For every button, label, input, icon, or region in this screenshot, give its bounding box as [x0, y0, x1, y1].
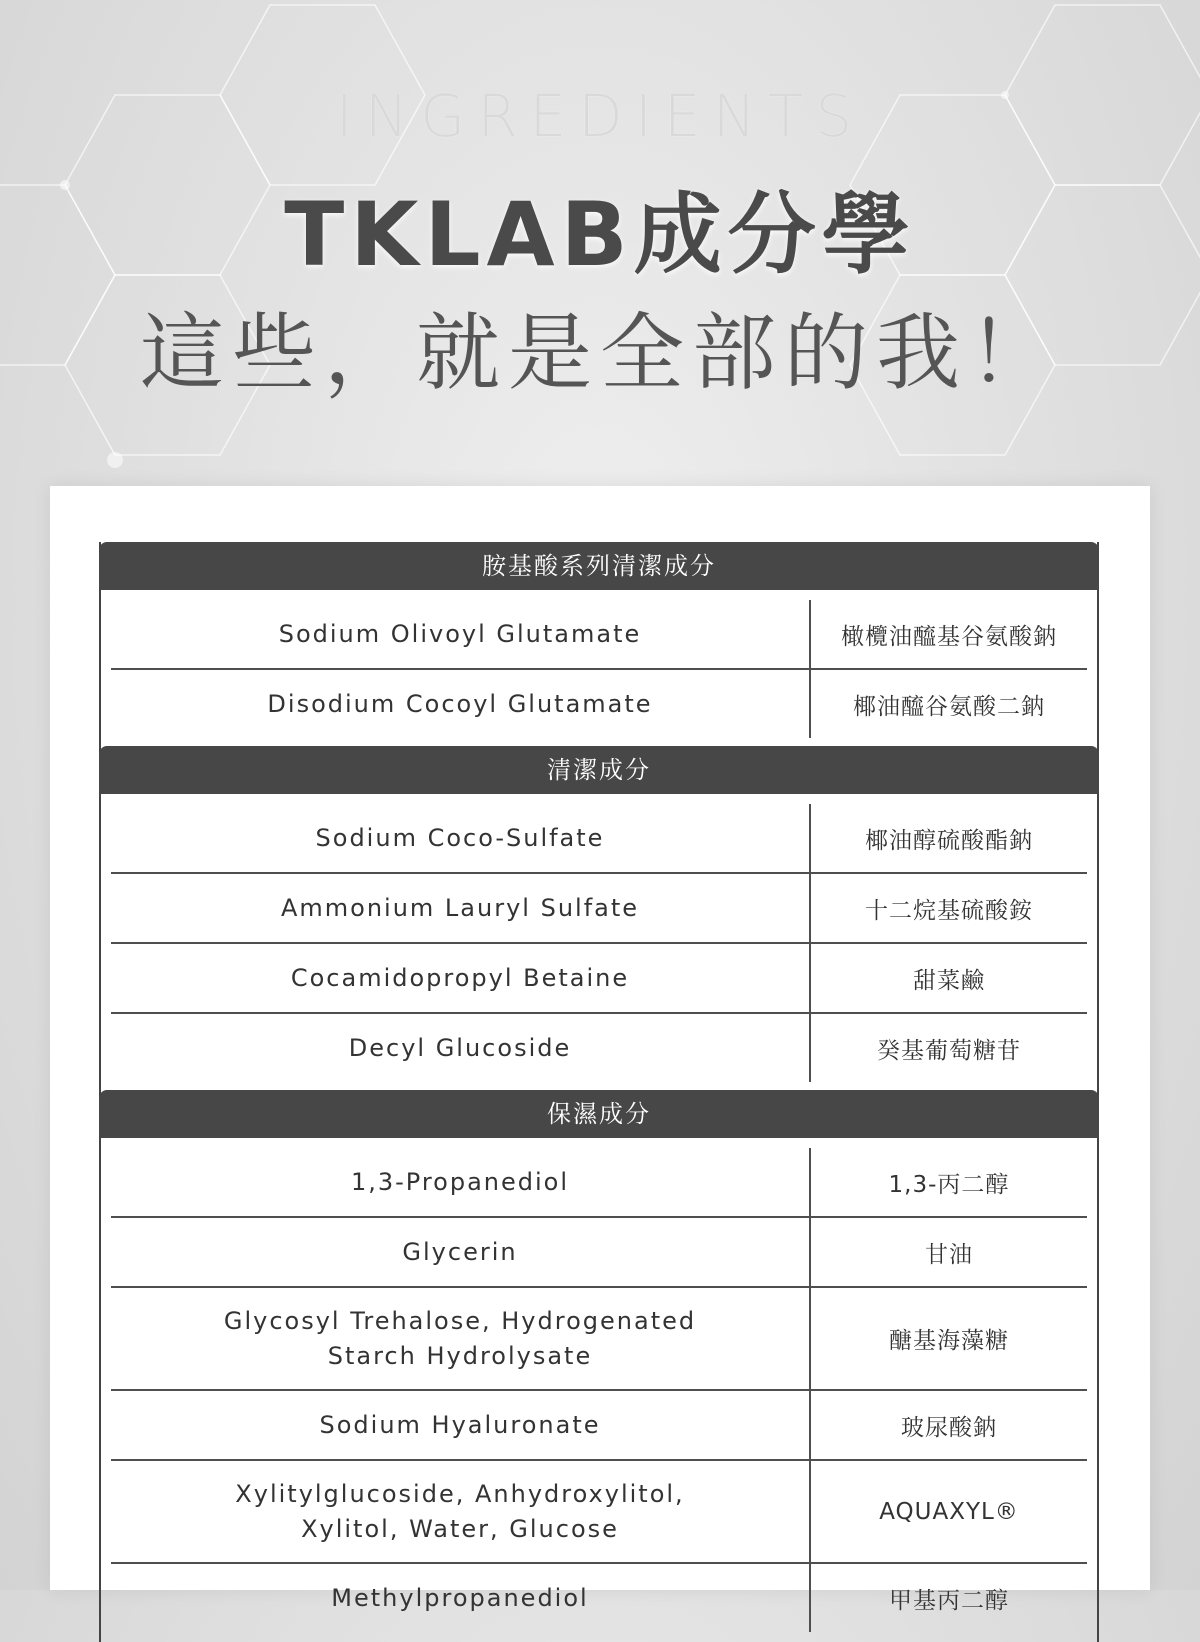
ingredient-zh: 甜菜鹼 — [913, 967, 985, 994]
ingredient-zh: 玻尿酸鈉 — [901, 1414, 997, 1441]
ingredient-zh: 癸基葡萄糖苷 — [877, 1037, 1021, 1064]
section-moisturizing — [99, 1090, 1099, 1642]
ingredient-en: Disodium Cocoyl Glutamate — [111, 670, 811, 738]
section-eyebrow: INGREDIENTS — [335, 82, 865, 150]
page-title: TKLAB成分學 — [284, 183, 916, 286]
section-header: 清潔成分 — [99, 746, 1099, 794]
table-row — [111, 1288, 1087, 1391]
section-amino-acid-cleansing — [99, 542, 1099, 748]
ingredients-table — [99, 542, 1099, 1642]
ingredient-en-line: Glycosyl Trehalose, Hydrogenated — [223, 1306, 697, 1335]
ingredient-zh: 1,3-丙二醇 — [888, 1171, 1010, 1198]
ingredient-en-line: Xylitol, Water, Glucose — [301, 1514, 619, 1543]
ingredient-en — [111, 1461, 811, 1562]
ingredient-zh: 椰油醯谷氨酸二鈉 — [853, 693, 1045, 720]
table-row — [111, 944, 1087, 1014]
ingredient-zh: AQUAXYL® — [879, 1498, 1019, 1525]
ingredient-en-line: Starch Hydrolysate — [327, 1341, 593, 1370]
ingredient-zh: 橄欖油醯基谷氨酸鈉 — [841, 623, 1057, 650]
ingredient-zh: 甲基丙二醇 — [889, 1587, 1009, 1614]
table-row — [111, 1564, 1087, 1632]
section-header: 保濕成分 — [99, 1090, 1099, 1138]
table-row — [111, 1148, 1087, 1218]
ingredient-en: Glycerin — [111, 1218, 811, 1286]
ingredient-en: Methylpropanediol — [111, 1564, 811, 1632]
table-row — [111, 1391, 1087, 1461]
table-row — [111, 600, 1087, 670]
ingredient-en: Decyl Glucoside — [111, 1014, 811, 1082]
table-row — [111, 1461, 1087, 1564]
ingredient-zh: 甘油 — [925, 1241, 973, 1268]
ingredient-en: Ammonium Lauryl Sulfate — [111, 874, 811, 942]
ingredients-panel — [50, 486, 1150, 1614]
ingredient-zh: 醣基海藻糖 — [889, 1328, 1009, 1354]
page-subtitle: 這些，就是全部的我！ — [139, 304, 1060, 402]
ingredient-en-line: Xylitylglucoside, Anhydroxylitol, — [235, 1479, 685, 1508]
ingredient-en: 1,3-Propanediol — [111, 1148, 811, 1216]
ingredient-en: Sodium Coco-Sulfate — [111, 804, 811, 872]
ingredient-zh: 十二烷基硫酸銨 — [865, 897, 1033, 924]
table-row — [111, 1218, 1087, 1288]
section-header: 胺基酸系列清潔成分 — [99, 542, 1099, 590]
ingredient-zh: 椰油醇硫酸酯鈉 — [865, 827, 1033, 854]
ingredient-en: Cocamidopropyl Betaine — [111, 944, 811, 1012]
table-row — [111, 874, 1087, 944]
section-cleansing — [99, 746, 1099, 1092]
ingredient-en: Sodium Hyaluronate — [111, 1391, 811, 1459]
table-row — [111, 670, 1087, 738]
ingredient-en — [111, 1288, 811, 1389]
ingredient-en: Sodium Olivoyl Glutamate — [111, 600, 811, 668]
table-row — [111, 1014, 1087, 1082]
table-row — [111, 804, 1087, 874]
